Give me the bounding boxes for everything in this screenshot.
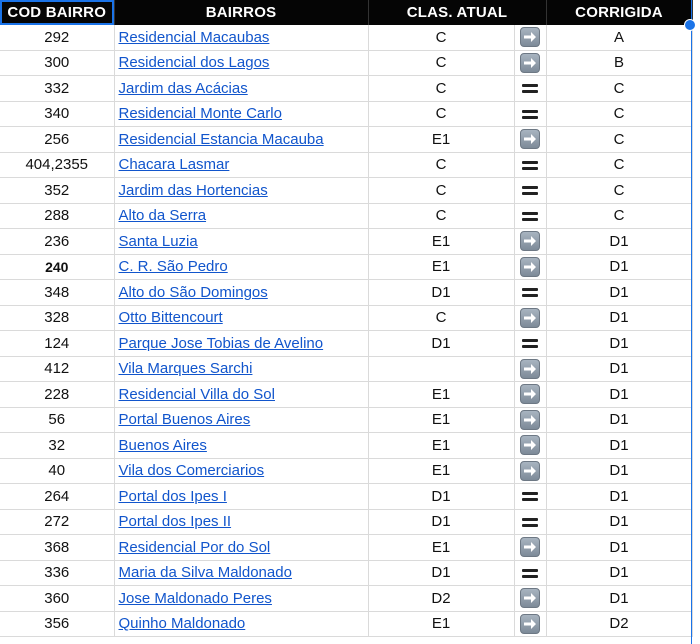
corrigida-cell[interactable]: D1 [546, 458, 692, 484]
clas-atual-cell[interactable]: C [368, 178, 514, 204]
status-icon-cell[interactable] [514, 509, 546, 535]
bairro-cell[interactable] [114, 280, 368, 306]
bairro-link[interactable]: Residencial Estancia Macauba [118, 130, 324, 148]
cod-bairro-cell[interactable]: 368 [0, 535, 114, 561]
clas-atual-cell[interactable] [368, 356, 514, 382]
cod-bairro-cell[interactable]: 228 [0, 382, 114, 408]
cod-bairro-cell[interactable]: 348 [0, 280, 114, 306]
clas-atual-cell[interactable]: D1 [368, 484, 514, 510]
cod-bairro-cell[interactable]: 332 [0, 76, 114, 102]
table-row [0, 76, 692, 102]
cod-bairro-cell[interactable]: 32 [0, 433, 114, 459]
corrigida-cell[interactable]: C [546, 178, 692, 204]
arrow-right-icon [520, 359, 540, 379]
arrow-right-icon [520, 410, 540, 430]
table-row [0, 178, 692, 204]
bairro-link[interactable]: Quinho Maldonado [118, 615, 246, 633]
clas-atual-cell[interactable]: E1 [368, 611, 514, 637]
clas-atual-cell[interactable]: D1 [368, 280, 514, 306]
status-icon-cell[interactable] [514, 25, 546, 50]
clas-atual-cell[interactable]: E1 [368, 433, 514, 459]
header-corrigida[interactable]: CORRIGIDA [546, 0, 692, 25]
table-row [0, 25, 692, 50]
clas-atual-cell[interactable]: D2 [368, 586, 514, 612]
clas-atual-cell[interactable]: E1 [368, 229, 514, 255]
arrow-right-icon [520, 231, 540, 251]
table-row [0, 560, 692, 586]
cod-bairro-cell[interactable]: 340 [0, 101, 114, 127]
header-row [0, 0, 692, 25]
status-icon-cell[interactable] [514, 254, 546, 280]
clas-atual-cell[interactable]: D1 [368, 331, 514, 357]
corrigida-cell[interactable]: C [546, 152, 692, 178]
bairro-cell[interactable] [114, 560, 368, 586]
bairro-link[interactable]: Parque Jose Tobias de Avelino [118, 334, 324, 352]
bairro-link[interactable]: Alto do São Domingos [118, 283, 268, 301]
arrow-right-icon [520, 384, 540, 404]
clas-atual-cell[interactable]: D1 [368, 560, 514, 586]
arrow-right-icon [520, 27, 540, 47]
clas-atual-cell[interactable]: C [368, 50, 514, 76]
cod-bairro-cell[interactable]: 240 [0, 254, 114, 280]
bairro-cell[interactable] [114, 331, 368, 357]
bairro-cell[interactable] [114, 254, 368, 280]
equals-icon [522, 517, 538, 528]
table-row [0, 127, 692, 153]
status-icon-cell[interactable] [514, 178, 546, 204]
bairro-link[interactable]: Alto da Serra [118, 207, 207, 225]
cod-bairro-cell[interactable]: 56 [0, 407, 114, 433]
status-icon-cell[interactable] [514, 101, 546, 127]
bairro-cell[interactable] [114, 178, 368, 204]
equals-icon [522, 338, 538, 349]
arrow-right-icon [520, 614, 540, 634]
bairro-link[interactable]: Portal Buenos Aires [118, 411, 251, 429]
corrigida-cell[interactable]: D1 [546, 586, 692, 612]
clas-atual-cell[interactable]: E1 [368, 407, 514, 433]
cod-bairro-cell[interactable]: 300 [0, 50, 114, 76]
clas-atual-cell[interactable]: C [368, 305, 514, 331]
cod-bairro-cell[interactable]: 40 [0, 458, 114, 484]
status-icon-cell[interactable] [514, 433, 546, 459]
table-row [0, 254, 692, 280]
bairro-cell[interactable] [114, 407, 368, 433]
bairro-cell[interactable] [114, 611, 368, 637]
table-row [0, 280, 692, 306]
bairro-link[interactable]: Otto Bittencourt [118, 309, 223, 327]
bairro-link[interactable]: Buenos Aires [118, 436, 207, 454]
status-icon-cell[interactable] [514, 586, 546, 612]
status-icon-cell[interactable] [514, 484, 546, 510]
cod-bairro-cell[interactable]: 256 [0, 127, 114, 153]
table-row [0, 433, 692, 459]
selection-column-edge [691, 0, 692, 644]
status-icon-cell[interactable] [514, 229, 546, 255]
header-clas-atual[interactable]: CLAS. ATUAL [368, 0, 546, 25]
clas-atual-cell[interactable]: E1 [368, 254, 514, 280]
equals-icon [522, 287, 538, 298]
arrow-right-icon [520, 308, 540, 328]
cod-bairro-cell[interactable]: 124 [0, 331, 114, 357]
corrigida-cell[interactable]: C [546, 127, 692, 153]
equals-icon [522, 160, 538, 171]
clas-atual-cell[interactable]: E1 [368, 127, 514, 153]
bairro-link[interactable]: Residencial dos Lagos [118, 54, 270, 72]
status-icon-cell[interactable] [514, 280, 546, 306]
cod-bairro-cell[interactable]: 356 [0, 611, 114, 637]
arrow-right-icon [520, 588, 540, 608]
table-row [0, 331, 692, 357]
corrigida-cell[interactable]: C [546, 76, 692, 102]
table-row [0, 586, 692, 612]
cod-bairro-cell[interactable]: 412 [0, 356, 114, 382]
clas-atual-cell[interactable]: E1 [368, 535, 514, 561]
corrigida-cell[interactable]: D1 [546, 509, 692, 535]
bairro-cell[interactable] [114, 382, 368, 408]
table-row [0, 484, 692, 510]
arrow-right-icon [520, 537, 540, 557]
bairro-cell[interactable] [114, 25, 368, 50]
arrow-right-icon [520, 129, 540, 149]
bairro-cell[interactable] [114, 535, 368, 561]
bairro-link[interactable]: Maria da Silva Maldonado [118, 564, 292, 582]
bairro-link[interactable]: Vila dos Comerciarios [118, 462, 265, 480]
status-icon-cell[interactable] [514, 611, 546, 637]
bairro-link[interactable]: Residencial Villa do Sol [118, 385, 275, 403]
cod-bairro-cell[interactable]: 292 [0, 25, 114, 50]
table-row [0, 229, 692, 255]
bairro-link[interactable]: Portal dos Ipes I [118, 487, 227, 505]
bairro-cell[interactable] [114, 305, 368, 331]
status-icon-cell[interactable] [514, 127, 546, 153]
bairro-link[interactable]: Residencial Por do Sol [118, 538, 271, 556]
corrigida-cell[interactable]: D1 [546, 331, 692, 357]
bairro-cell[interactable] [114, 203, 368, 229]
cod-bairro-cell[interactable]: 336 [0, 560, 114, 586]
clas-atual-cell[interactable]: C [368, 152, 514, 178]
bairro-cell[interactable] [114, 152, 368, 178]
status-icon-cell[interactable] [514, 407, 546, 433]
bairro-cell[interactable] [114, 586, 368, 612]
table-row [0, 50, 692, 76]
status-icon-cell[interactable] [514, 331, 546, 357]
clas-atual-cell[interactable]: D1 [368, 509, 514, 535]
corrigida-cell[interactable]: C [546, 101, 692, 127]
table-row [0, 407, 692, 433]
equals-icon [522, 185, 538, 196]
status-icon-cell[interactable] [514, 535, 546, 561]
corrigida-cell[interactable]: D1 [546, 229, 692, 255]
cod-bairro-cell[interactable]: 352 [0, 178, 114, 204]
equals-icon [522, 491, 538, 502]
corrigida-cell[interactable]: D1 [546, 433, 692, 459]
corrigida-cell[interactable]: D1 [546, 356, 692, 382]
corrigida-cell[interactable]: A [546, 25, 692, 50]
bairro-cell[interactable] [114, 76, 368, 102]
arrow-right-icon [520, 53, 540, 73]
status-icon-cell[interactable] [514, 458, 546, 484]
arrow-right-icon [520, 257, 540, 277]
bairro-link[interactable]: C. R. São Pedro [118, 258, 228, 276]
status-icon-cell[interactable] [514, 382, 546, 408]
bairro-link[interactable]: Residencial Monte Carlo [118, 105, 282, 123]
corrigida-cell[interactable]: D1 [546, 254, 692, 280]
corrigida-cell[interactable]: D1 [546, 535, 692, 561]
cod-bairro-cell[interactable]: 404,2355 [0, 152, 114, 178]
bairro-link[interactable]: Jardim das Hortencias [118, 181, 268, 199]
corrigida-cell[interactable]: D1 [546, 280, 692, 306]
table-row [0, 458, 692, 484]
status-icon-cell[interactable] [514, 152, 546, 178]
status-icon-cell[interactable] [514, 50, 546, 76]
bairro-cell[interactable] [114, 509, 368, 535]
cod-bairro-cell[interactable]: 360 [0, 586, 114, 612]
bairro-cell[interactable] [114, 229, 368, 255]
table-row [0, 509, 692, 535]
bairro-cell[interactable] [114, 101, 368, 127]
clas-atual-cell[interactable]: C [368, 101, 514, 127]
cod-bairro-cell[interactable]: 236 [0, 229, 114, 255]
table-row [0, 152, 692, 178]
cod-bairro-cell[interactable]: 272 [0, 509, 114, 535]
corrigida-cell[interactable]: D1 [546, 484, 692, 510]
table-row [0, 382, 692, 408]
clas-atual-cell[interactable]: C [368, 76, 514, 102]
bairro-link[interactable]: Chacara Lasmar [118, 156, 230, 174]
cod-bairro-cell[interactable]: 328 [0, 305, 114, 331]
clas-atual-cell[interactable]: C [368, 25, 514, 50]
corrigida-cell[interactable]: B [546, 50, 692, 76]
arrow-right-icon [520, 461, 540, 481]
clas-atual-cell[interactable]: E1 [368, 382, 514, 408]
header-bairros[interactable]: BAIRROS [114, 0, 368, 25]
arrow-right-icon [520, 435, 540, 455]
bairro-link[interactable]: Santa Luzia [118, 232, 198, 250]
corrigida-cell[interactable]: D2 [546, 611, 692, 637]
equals-icon [522, 109, 538, 120]
status-icon-cell[interactable] [514, 560, 546, 586]
bairro-link[interactable]: Jose Maldonado Peres [118, 589, 272, 607]
clas-atual-cell[interactable]: E1 [368, 458, 514, 484]
table-row [0, 611, 692, 637]
bairro-cell[interactable] [114, 484, 368, 510]
corrigida-cell[interactable]: D1 [546, 305, 692, 331]
equals-icon [522, 568, 538, 579]
bairro-cell[interactable] [114, 127, 368, 153]
corrigida-cell[interactable]: D1 [546, 382, 692, 408]
status-icon-cell[interactable] [514, 305, 546, 331]
bairro-cell[interactable] [114, 356, 368, 382]
bairro-cell[interactable] [114, 458, 368, 484]
bairro-link[interactable]: Jardim das Acácias [118, 79, 248, 97]
corrigida-cell[interactable]: D1 [546, 407, 692, 433]
selection-handle[interactable] [684, 19, 696, 31]
table-row [0, 535, 692, 561]
bairro-link[interactable]: Residencial Macaubas [118, 28, 270, 46]
bairro-link[interactable]: Portal dos Ipes II [118, 513, 232, 531]
bairro-cell[interactable] [114, 433, 368, 459]
equals-icon [522, 83, 538, 94]
bairro-cell[interactable] [114, 50, 368, 76]
equals-icon [522, 211, 538, 222]
status-icon-cell[interactable] [514, 203, 546, 229]
corrigida-cell[interactable]: D1 [546, 560, 692, 586]
bairro-link[interactable]: Vila Marques Sarchi [118, 360, 253, 378]
corrigida-cell[interactable]: C [546, 203, 692, 229]
status-icon-cell[interactable] [514, 356, 546, 382]
table-row [0, 101, 692, 127]
table-row [0, 356, 692, 382]
clas-atual-cell[interactable]: C [368, 203, 514, 229]
status-icon-cell[interactable] [514, 76, 546, 102]
table-row [0, 203, 692, 229]
cod-bairro-cell[interactable]: 288 [0, 203, 114, 229]
table-row [0, 305, 692, 331]
cod-bairro-cell[interactable]: 264 [0, 484, 114, 510]
header-cod-bairro[interactable]: COD BAIRRO [0, 0, 114, 25]
